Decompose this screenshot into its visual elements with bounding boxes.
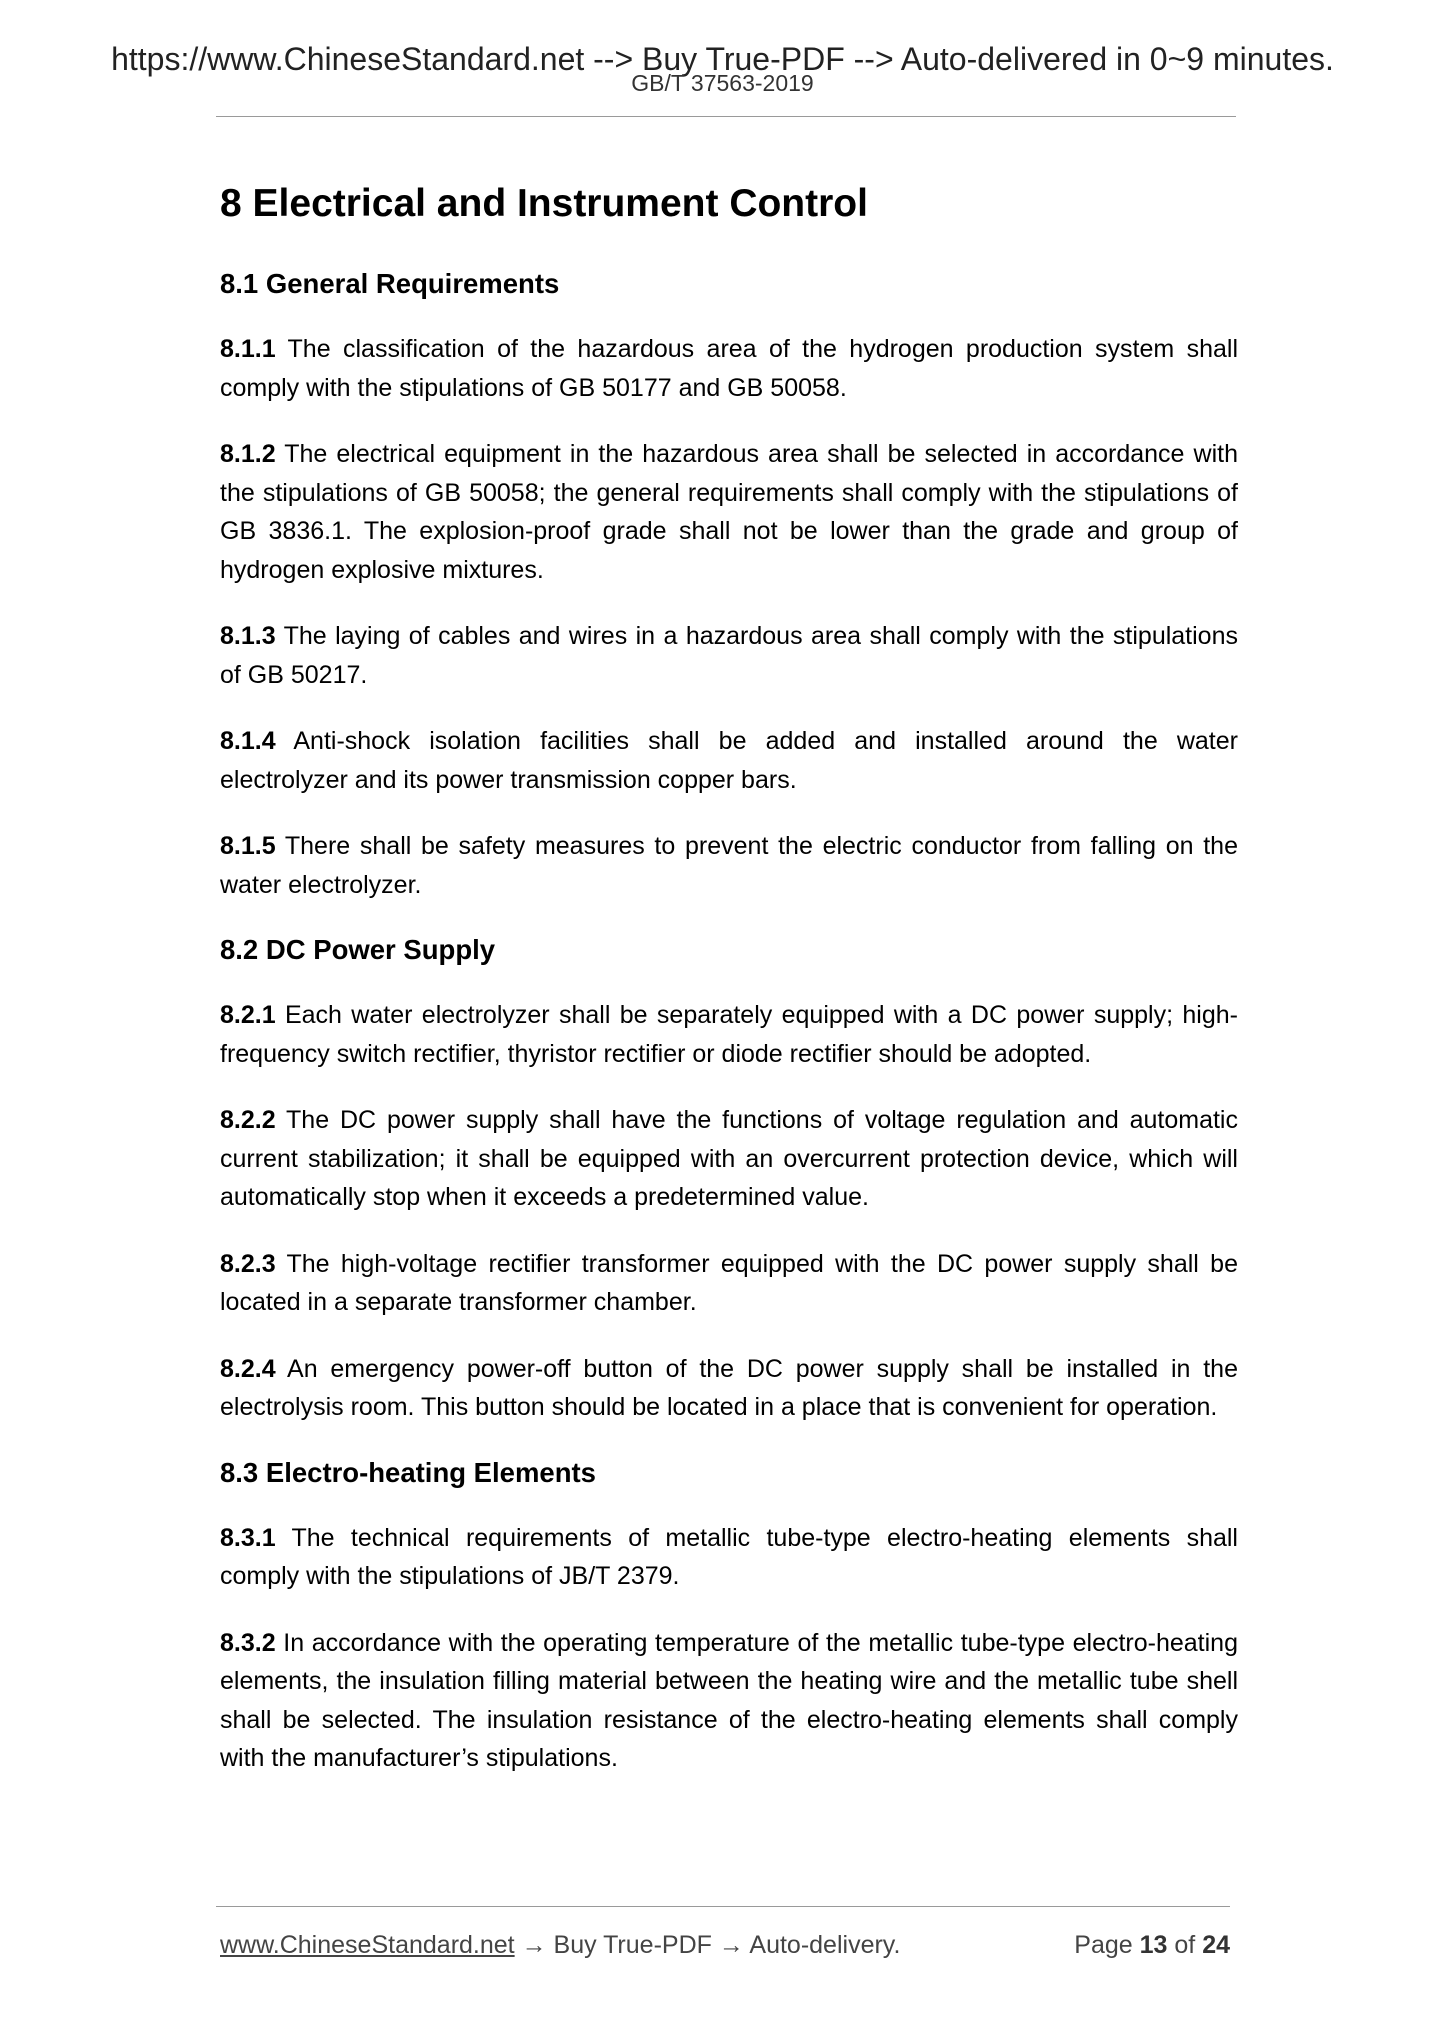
- clause-text: An emergency power-off button of the DC power supply shall be installed in the electrolysis room. This button should be located in a place that is convenient for operation.: [220, 1354, 1238, 1421]
- clause-text: Each water electrolyzer shall be separately equipped with a DC power supply; high-frequency switch rectifier, thyristor rectifier or diode rectifier should be adopted.: [220, 1001, 1238, 1068]
- clause: [220, 996, 1238, 1073]
- clause: [220, 1519, 1238, 1596]
- clause: [220, 1350, 1238, 1427]
- clause: [220, 617, 1238, 694]
- clause-text: There shall be safety measures to prevent the electric conductor from falling on the water electrolyzer.: [220, 832, 1238, 899]
- clause-number: 8.3.2: [220, 1628, 276, 1657]
- clause: [220, 1245, 1238, 1322]
- section-general-requirements: [220, 266, 1238, 904]
- clause-number: 8.2.2: [220, 1106, 276, 1134]
- clause: [220, 435, 1238, 589]
- clause-number: 8.1.4: [220, 727, 276, 755]
- section-electro-heating-elements: [220, 1455, 1238, 1778]
- clause-number: 8.1.3: [220, 622, 276, 650]
- clause: [220, 827, 1238, 904]
- footer-left: [220, 1929, 900, 1961]
- section-dc-power-supply: [220, 932, 1238, 1427]
- page-indicator: [1074, 1929, 1230, 1961]
- clause-text: The electrical equipment in the hazardous area shall be selected in accordance with the stipulations of GB 50058; the general requirements shall comply with the stipulations of GB 3836.1. The explosion-proof grade shall not be lower than the grade and group of hydrogen explosive mixtures.: [220, 440, 1238, 584]
- document-code: GB/T 37563-2019: [631, 70, 814, 96]
- clause-number: 8.1.5: [220, 832, 276, 860]
- page-word: Page: [1074, 1931, 1133, 1959]
- top-banner: https://www.ChineseStandard.net --> Buy True-PDF --> Auto-delivered in 0~9 minutes.: [111, 41, 1334, 77]
- clause-text: The classification of the hazardous area of the hydrogen production system shall comply with the stipulations of GB 50177 and GB 50058.: [220, 335, 1238, 402]
- footer-tagline: → Buy True-PDF → Auto-delivery.: [514, 1931, 901, 1959]
- clause-number: 8.1.1: [220, 335, 276, 363]
- clause-number: 8.2.3: [220, 1249, 276, 1278]
- clause-text: Anti-shock isolation facilities shall be added and installed around the water electrolyzer and its power transmission copper bars.: [220, 727, 1238, 794]
- clause-text: In accordance with the operating temperature of the metallic tube-type electro-heating elements, the insulation filling material between the heating wire and the metallic tube shell shall be selected. The insulation resistance of the electro-heating elements shall comply with the manufacturer’s stipulations.: [220, 1628, 1238, 1772]
- clause-text: The high-voltage rectifier transformer equipped with the DC power supply shall be located in a separate transformer chamber.: [220, 1249, 1238, 1316]
- clause-number: 8.1.2: [220, 440, 276, 468]
- page-number: 13: [1139, 1931, 1168, 1959]
- page-content: [220, 170, 1238, 1806]
- site-link[interactable]: www.ChineseStandard.net: [220, 1931, 515, 1959]
- section-title: 8.2 DC Power Supply: [220, 934, 496, 965]
- clause: [220, 1101, 1238, 1217]
- clause-text: The technical requirements of metallic tube-type electro-heating elements shall comply with the stipulations of JB/T 2379.: [220, 1523, 1238, 1590]
- of-word: of: [1174, 1931, 1196, 1959]
- clause-number: 8.2.4: [220, 1354, 276, 1383]
- clause-text: The DC power supply shall have the functions of voltage regulation and automatic current stabilization; it shall be equipped with an overcurrent protection device, which will automatically stop when it exceeds a predetermined value.: [220, 1106, 1238, 1211]
- clause-number: 8.2.1: [220, 1001, 276, 1029]
- section-title: 8.1 General Requirements: [220, 268, 560, 299]
- clause-number: 8.3.1: [220, 1523, 276, 1552]
- chapter-title: 8 Electrical and Instrument Control: [220, 182, 868, 225]
- clause: [220, 330, 1238, 407]
- clause-text: The laying of cables and wires in a hazardous area shall comply with the stipulations of GB 50217.: [220, 622, 1238, 689]
- header-divider: [216, 116, 1236, 117]
- total-pages: 24: [1202, 1931, 1230, 1959]
- clause: [220, 1624, 1238, 1778]
- clause: [220, 722, 1238, 799]
- section-title: 8.3 Electro-heating Elements: [220, 1456, 596, 1488]
- footer-divider: [216, 1906, 1230, 1907]
